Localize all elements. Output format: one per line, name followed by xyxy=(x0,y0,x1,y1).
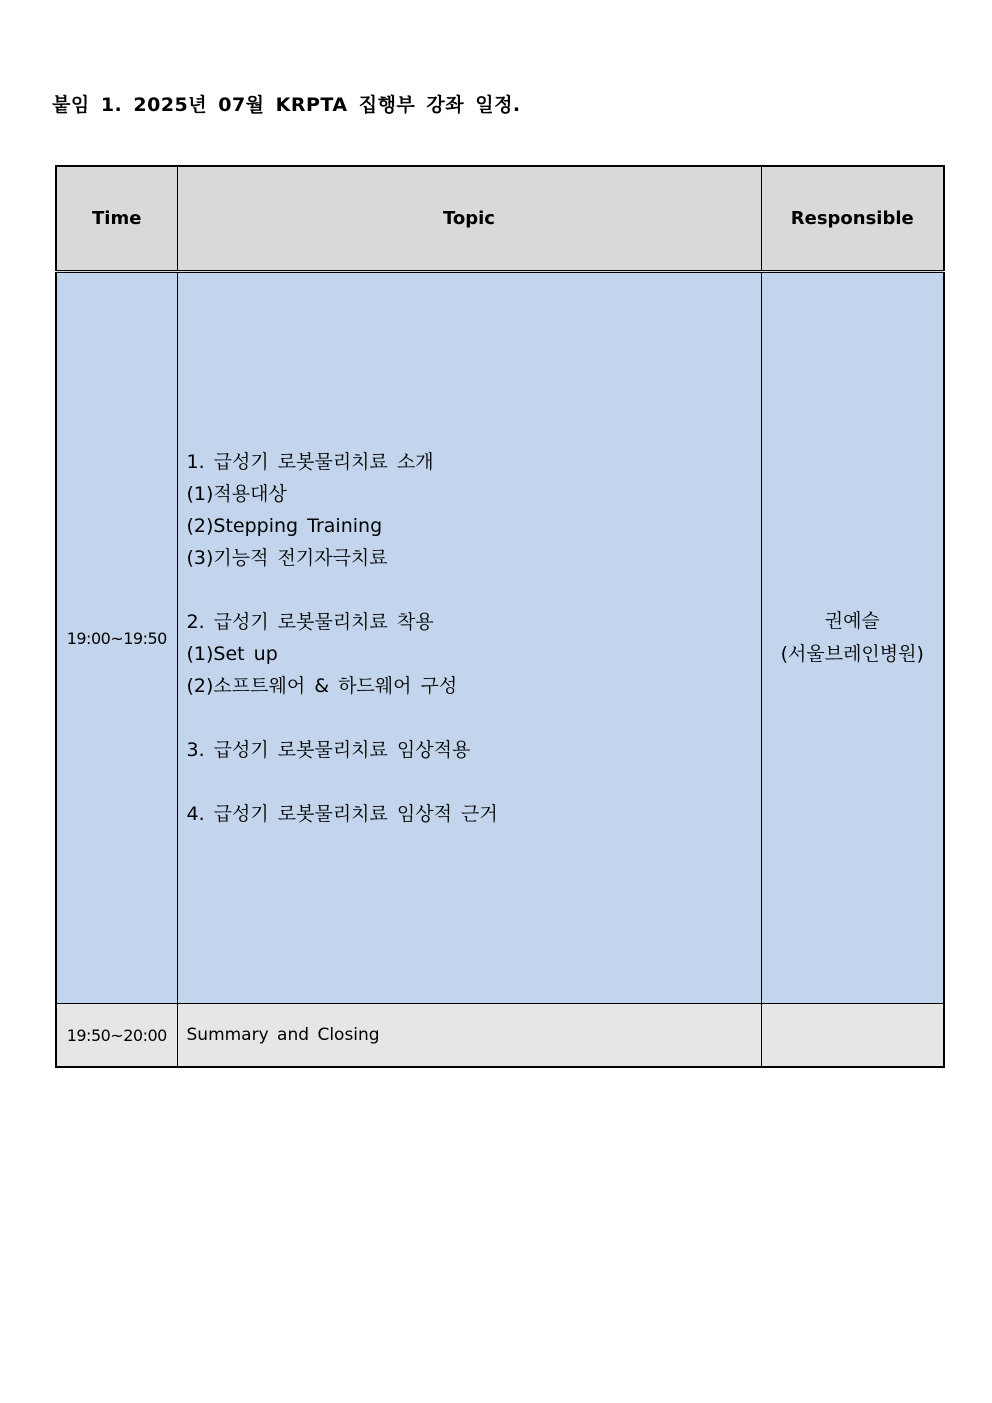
schedule-table xyxy=(55,165,945,1068)
responsible-affiliation: (서울브레인병원) xyxy=(780,643,924,665)
topic-spacer xyxy=(187,574,761,606)
header-responsible: Responsible xyxy=(761,166,944,272)
topic-cell xyxy=(177,272,761,1004)
responsible-name: 권예슬 xyxy=(824,610,880,632)
topic-line: 3. 급성기 로봇물리치료 임상적용 xyxy=(186,739,471,761)
topic-spacer xyxy=(187,702,761,734)
topic-line: (1)적용대상 xyxy=(186,483,287,505)
table-row xyxy=(56,272,944,1004)
closing-topic: Summary and Closing xyxy=(186,1025,380,1045)
topic-line: (1)Set up xyxy=(186,643,278,665)
topic-line: 1. 급성기 로봇물리치료 소개 xyxy=(186,451,434,473)
topic-line: (3)기능적 전기자극치료 xyxy=(186,547,388,569)
topic-line: 2. 급성기 로봇물리치료 착용 xyxy=(186,611,434,633)
time-cell: 19:50~20:00 xyxy=(56,1004,177,1068)
document-title: 붙임 1. 2025년 07월 KRPTA 집행부 강좌 일정. xyxy=(52,94,521,116)
topic-line: (2)소프트웨어 & 하드웨어 구성 xyxy=(186,675,458,697)
table-row xyxy=(56,1004,944,1068)
time-cell: 19:00~19:50 xyxy=(56,272,177,1004)
header-time: Time xyxy=(56,166,177,272)
topic-line: (2)Stepping Training xyxy=(186,515,383,537)
responsible-cell xyxy=(761,1004,944,1068)
responsible-cell xyxy=(761,272,944,1004)
topic-cell xyxy=(177,1004,761,1068)
topic-spacer xyxy=(187,766,761,798)
topic-line: 4. 급성기 로봇물리치료 임상적 근거 xyxy=(186,803,498,825)
header-topic: Topic xyxy=(177,166,761,272)
table-header-row xyxy=(56,166,944,272)
